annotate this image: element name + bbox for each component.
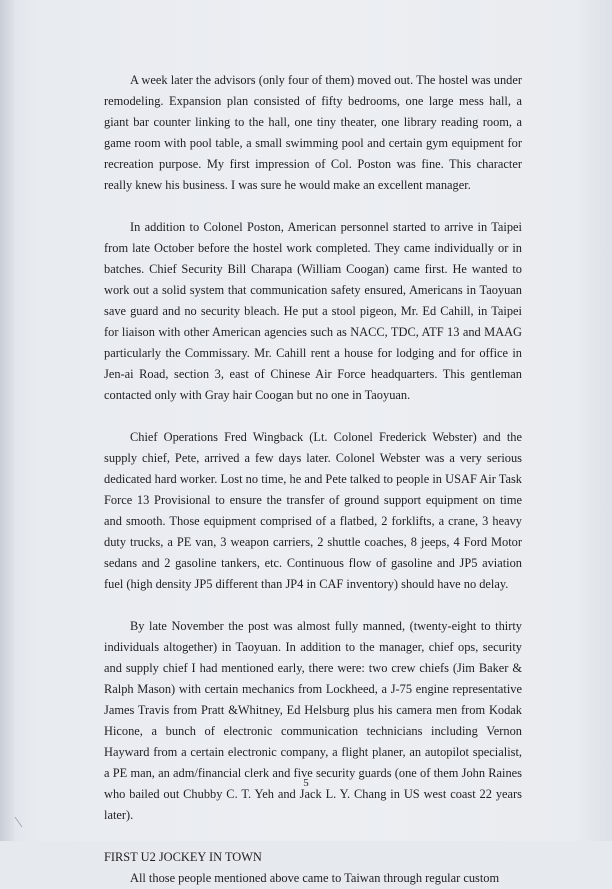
paragraph-chief-operations: Chief Operations Fred Wingback (Lt. Colonel Frederick Webster) and the supply chief, Pete, arrived a few days later. Colonel Webster was a very serious dedicated hard worker. Lost no time, he and Pete talked to people in USAF Air Task Force 13 Provisional to ensure the transfer of ground support equipment on time and smooth. Those equipment comprised of a flatbed, 2 forklifts, a crane, 3 heavy duty trucks, a PE van, 3 weapon carriers, 2 shuttle coaches, 8 jeeps, 4 Ford Motor sedans and 2 gasoline tankers, etc. Continuous flow of gasoline and JP5 aviation fuel (high density JP5 different than JP4 in CAF inventory) should have no delay. [104, 430, 522, 591]
paragraph-post-manned: By late November the post was almost fully manned, (twenty-eight to thirty individuals altogether) in Taoyuan. In addition to the manager, chief ops, security and supply chief I had mentioned early, there were: two crew chiefs (Jim Baker & Ralph Mason) with certain mechanics from Lockheed, a J-75 engine representative James Travis from Pratt &Whitney, Ed Helsburg plus his camera men from Kodak Hicone, a bunch of electronic communication technicians including Vernon Hayward from a certain electronic company, a flight planer, an autopilot specialist, a PE man, an adm/financial clerk and five security guards (one of them John Raines who bailed out Chubby C. T. Yeh and Jack L. Y. Chang in US west coast 22 years later). [104, 619, 522, 822]
paragraph-hostel-remodeling: A week later the advisors (only four of them) moved out. The hostel was under remodeling. Expansion plan consisted of fifty bedrooms, one large mess hall, a giant bar counter linking to the hall, one tiny theater, one library reading room, a game room with pool table, a small swimming pool and certain gym equipment for recreation purpose. My first impression of Col. Poston was fine. This character really knew his business. I was sure he would make an excellent manager. [104, 73, 522, 192]
section-heading: FIRST U2 JOCKEY IN TOWN [104, 850, 262, 864]
page-body [104, 70, 522, 889]
paragraph-american-personnel: In addition to Colonel Poston, American personnel started to arrive in Taipei from late October before the hostel work completed. They came individually or in batches. Chief Security Bill Charapa (William Coogan) came first. He wanted to work out a solid system that communication safety ensured, Americans in Taoyuan save guard and no security bleach. He put a stool pigeon, Mr. Ed Cahill, in Taipei for liaison with other American agencies such as NACC, TDC, ATF 13 and MAAG particularly the Commissary. Mr. Cahill rent a house for lodging and for office in Jen-ai Road, section 3, east of Chinese Air Force headquarters. This gentleman contacted only with Gray hair Coogan but no one in Taoyuan. [104, 220, 522, 402]
scan-edge [0, 0, 14, 841]
paragraph-closing: All those people mentioned above came to Taiwan through regular custom [130, 871, 500, 885]
page-number: 5 [303, 777, 309, 789]
corner-mark [14, 817, 38, 827]
